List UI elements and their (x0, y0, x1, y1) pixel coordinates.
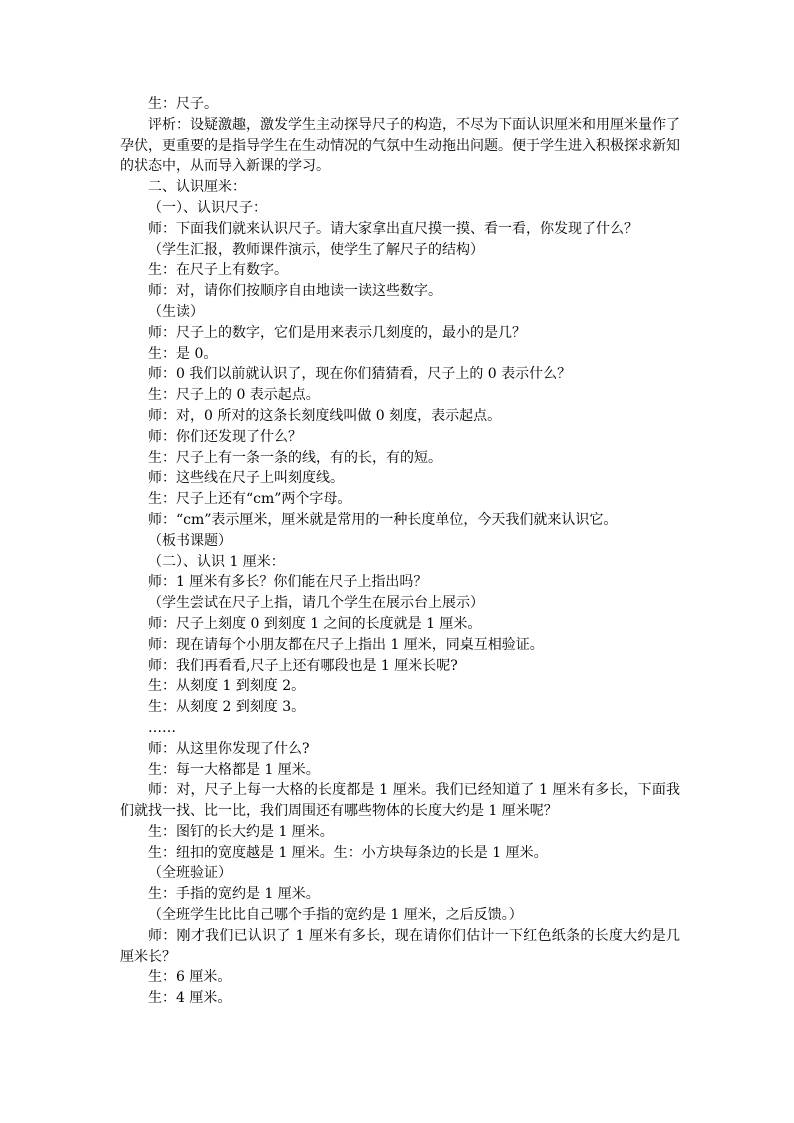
dialogue-line: 生：6 厘米。 (148, 969, 232, 986)
dialogue-line: 生：尺子上还有“cm”两个字母。 (148, 491, 352, 508)
dialogue-line: 师：尺子上刻度 0 到刻度 1 之间的长度就是 1 厘米。 (148, 615, 482, 632)
dialogue-line: 生：从刻度 1 到刻度 2。 (148, 678, 306, 695)
dialogue-line: 师：这些线在尺子上叫刻度线。 (148, 470, 344, 487)
dialogue-line: 生：尺子上的 0 表示起点。 (148, 387, 320, 404)
subsection-heading: （二）、认识 1 厘米： (148, 553, 285, 570)
dialogue-line: 生：从刻度 2 到刻度 3。 (148, 699, 306, 716)
commentary-paragraph: 评析：设疑激趣，激发学生主动探导尺子的构造，不尽为下面认识厘米和用厘米量作了孕伏，更重要的是指导学生在生动情况的气氛中生动拖出问题。便于学生进入积极探求新知的状态中，从而导入新课的学习。 (120, 116, 680, 175)
document-body (120, 94, 680, 1009)
dialogue-line: 师：现在请每个小朋友都在尺子上指出 1 厘米，同桌互相验证。 (148, 636, 544, 653)
dialogue-line: 生：每一大格都是 1 厘米。 (148, 761, 320, 778)
dialogue-line: 师：尺子上的数字，它们是用来表示几刻度的，最小的是几？ (148, 324, 526, 341)
dialogue-line: 生：尺子上有一条一条的线，有的长，有的短。 (148, 449, 442, 466)
dialogue-line: 师：1 厘米有多长？你们能在尺子上指出吗？ (148, 574, 428, 591)
dialogue-line: 师：从这里你发现了什么? (148, 740, 310, 757)
dialogue-line: 师：下面我们就来认识尺子。请大家拿出直尺摸一摸、看一看，你发现了什么？ (148, 220, 638, 237)
stage-note: （学生汇报，教师课件演示，使学生了解尺子的结构） (148, 241, 484, 258)
dialogue-line: 师：对，请你们按顺序自由地读一读这些数字。 (148, 283, 442, 300)
dialogue-line: 生：尺子。 (148, 96, 218, 112)
dialogue-line: 生：在尺子上有数字。 (148, 262, 288, 279)
dialogue-line: 师：我们再看看,尺子上还有哪段也是 1 厘米长呢? (148, 657, 458, 674)
dialogue-line: 师：“cm”表示厘米，厘米就是常用的一种长度单位，今天我们就来认识它。 (148, 511, 618, 528)
dialogue-line: 师：0 我们以前就认识了，现在你们猜猜看，尺子上的 0 表示什么？ (148, 366, 572, 383)
dialogue-line: 师：你们还发现了什么？ (148, 428, 302, 445)
stage-note: （生读） (148, 303, 204, 320)
dialogue-line: 生：是 0。 (148, 345, 218, 362)
dialogue-line: 生：图钉的长大约是 1 厘米。 (148, 823, 334, 840)
stage-note: （全班验证） (148, 865, 232, 882)
stage-note: （学生尝试在尺子上指，请几个学生在展示台上展示） (148, 595, 484, 612)
stage-note: （板书课题） (148, 532, 232, 549)
ellipsis-line: …… (148, 719, 176, 736)
dialogue-line: 生：4 厘米。 (148, 990, 232, 1007)
dialogue-line: 生：纽扣的宽度越是 1 厘米。生：小方块每条边的长是 1 厘米。 (148, 844, 548, 861)
dialogue-line: 师：对，0 所对的这条长刻度线叫做 0 刻度，表示起点。 (148, 407, 502, 424)
dialogue-paragraph: 师：刚才我们已认识了 1 厘米有多长，现在请你们估计一下红色纸条的长度大约是几厘米长？ (120, 927, 680, 965)
subsection-heading: （一）、认识尺子： (148, 199, 267, 216)
dialogue-line: 生：手指的宽约是 1 厘米。 (148, 886, 320, 903)
section-heading: 二、认识厘米： (148, 179, 246, 196)
stage-note: （全班学生比比自己哪个手指的宽约是 1 厘米，之后反馈。） (148, 907, 523, 924)
dialogue-paragraph: 师：对，尺子上每一大格的长度都是 1 厘米。我们已经知道了 1 厘米有多长，下面我们就找一找、比一比，我们周围还有哪些物体的长度大约是 1 厘米呢？ (120, 782, 680, 820)
